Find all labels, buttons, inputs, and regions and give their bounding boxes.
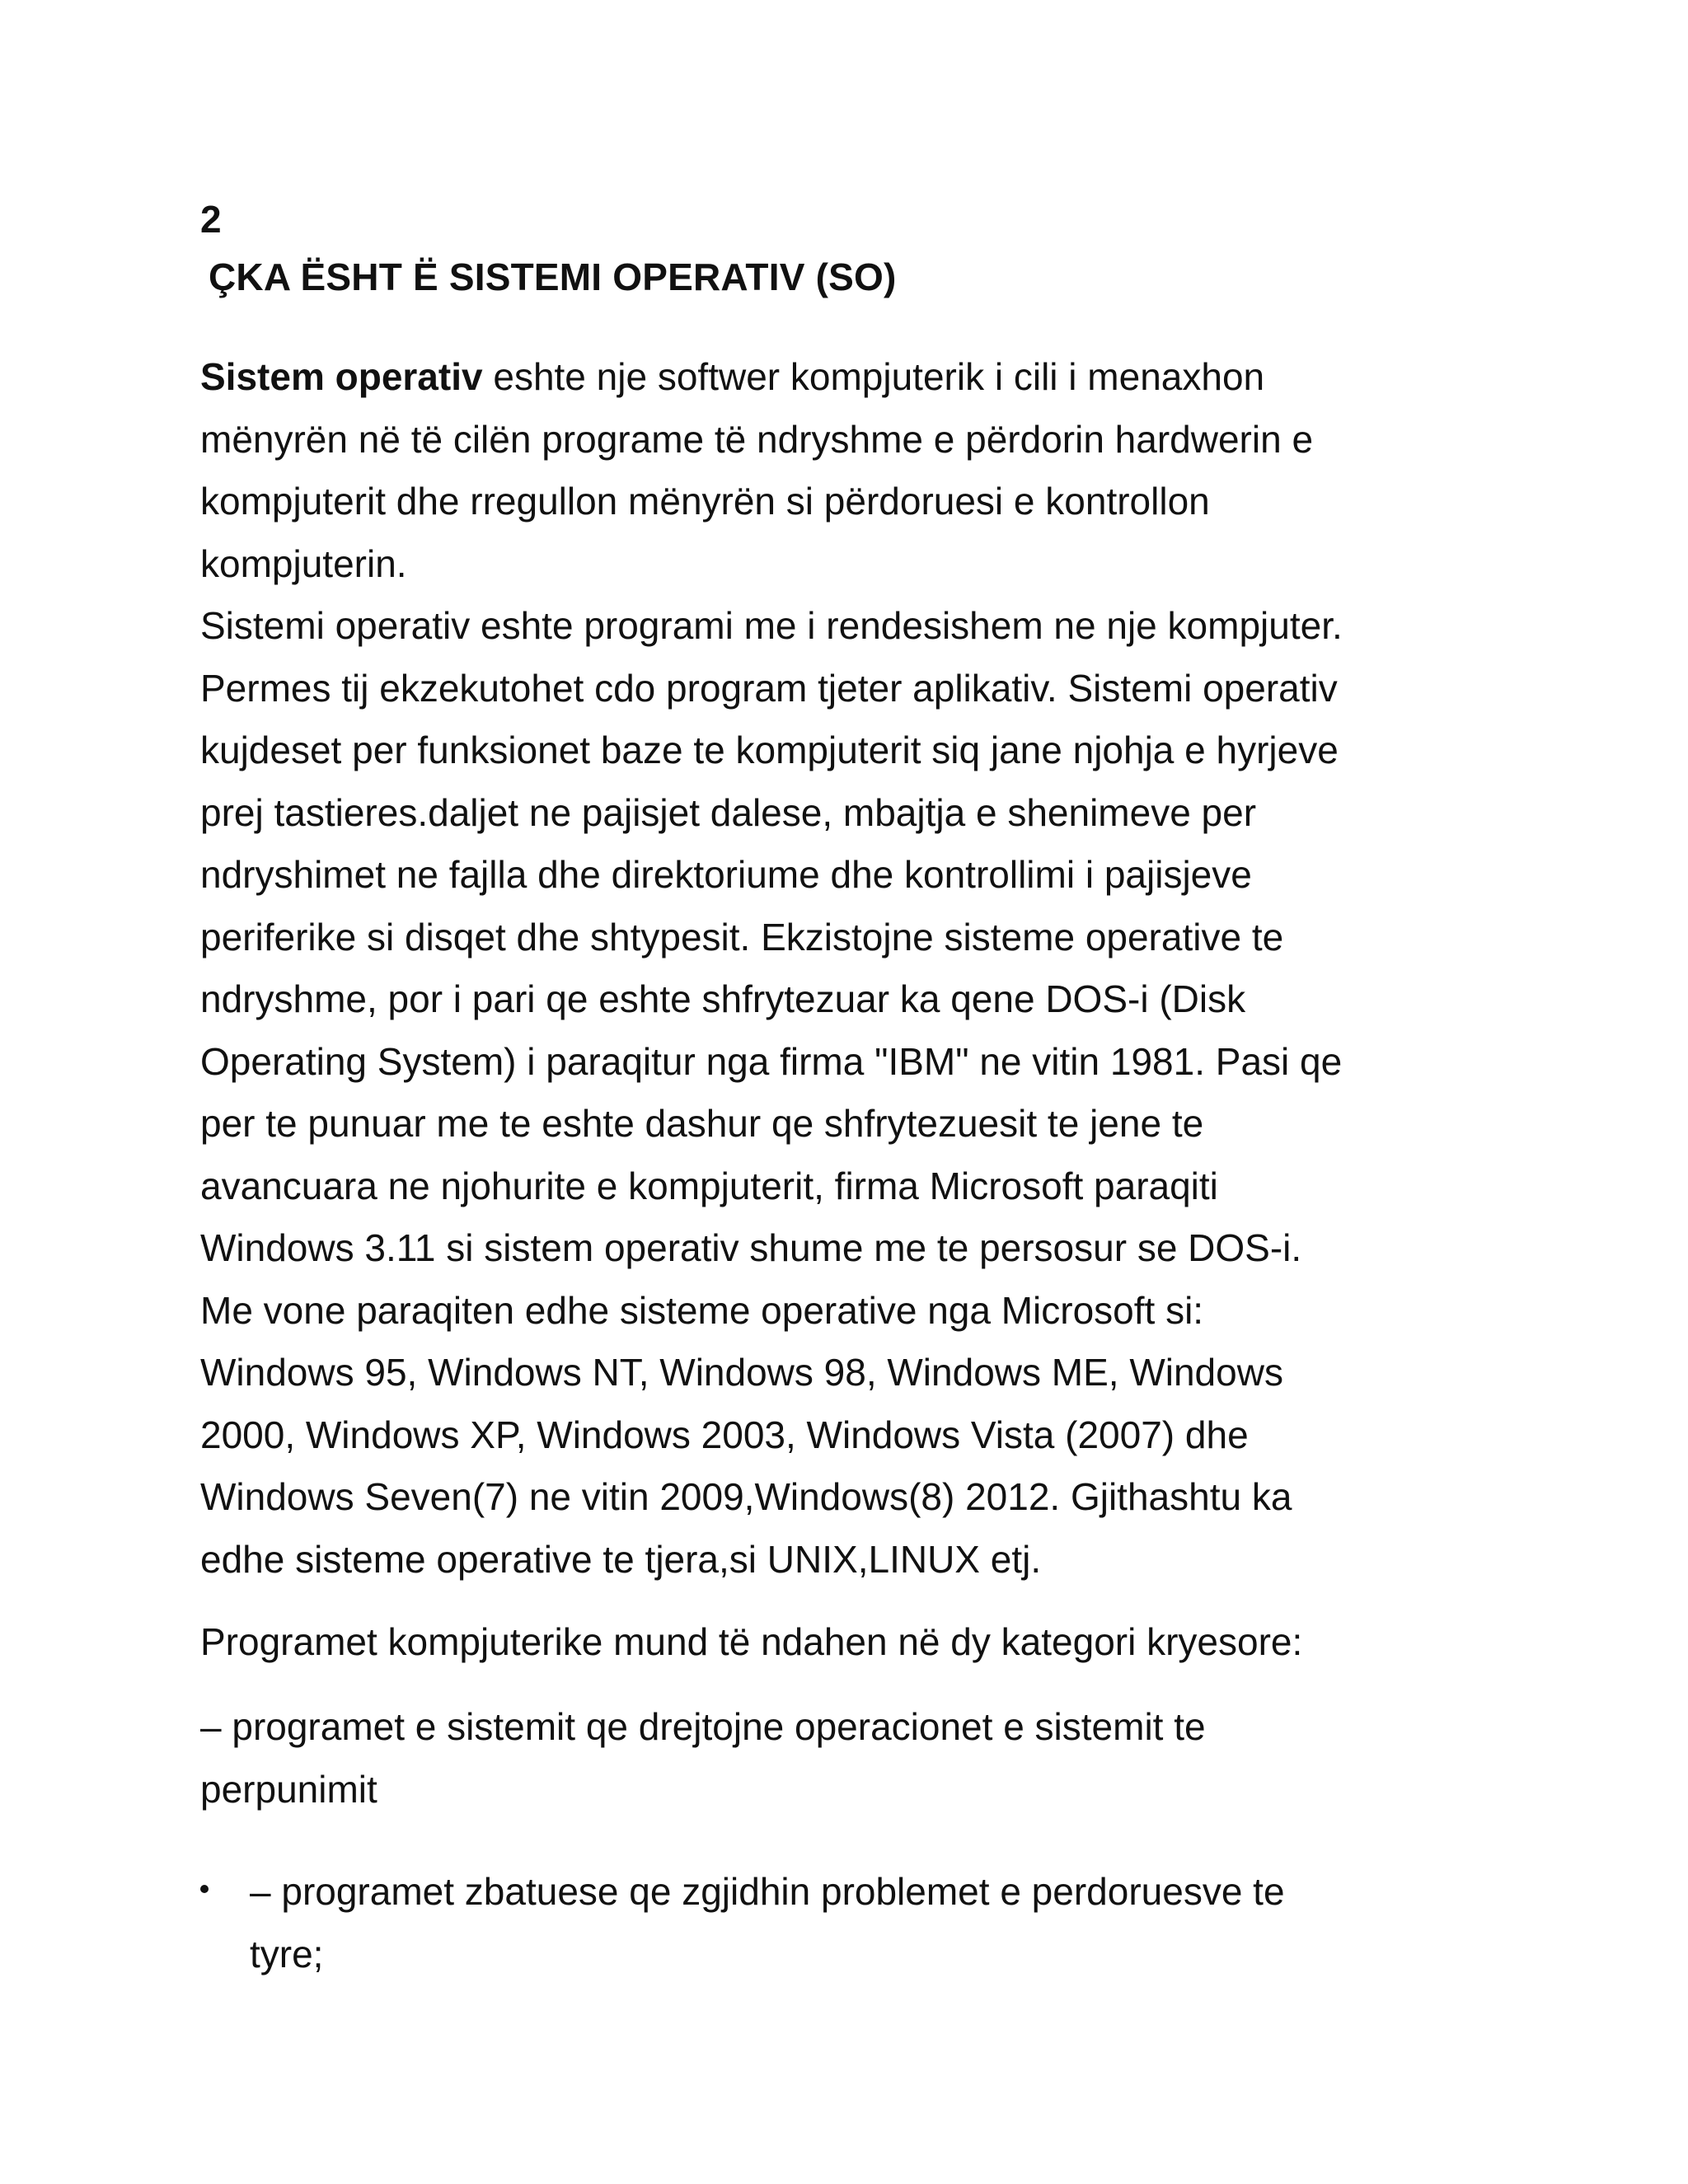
bullet-dot-icon (200, 1885, 209, 1893)
history-line: per te punuar me te eshte dashur qe shfrytezuesit te jene te (200, 1102, 1204, 1145)
history-line: kujdeset per funksionet baze te kompjuterit siq jane njohja e hyrjeve (200, 729, 1339, 771)
history-line: edhe sisteme operative te tjera,si UNIX,LINUX etj. (200, 1537, 1042, 1581)
page-title: ÇKA ËSHT Ë SISTEMI OPERATIV (SO) (209, 255, 897, 298)
history-line: Me vone paraqiten edhe sisteme operative nga Microsoft si: (200, 1288, 1204, 1332)
history-line: avancuara ne njohurite e kompjuterit, firma Microsoft paraqiti (200, 1164, 1218, 1207)
page-number: 2 (200, 198, 222, 241)
intro-line-rest: eshte nje softwer kompjuterik i cili i menaxhon (482, 355, 1265, 398)
history-line: 2000, Windows XP, Windows 2003, Windows Vista (2007) dhe (200, 1413, 1249, 1456)
bullet-item-text (250, 1861, 1552, 1985)
dash-list-item (200, 1696, 1552, 1821)
categories-intro: Programet kompjuterike mund të ndahen në dy kategori kryesore: (200, 1620, 1303, 1663)
history-line: Permes tij ekzekutohet cdo program tjeter aplikativ. Sistemi operativ (200, 666, 1338, 710)
dash-item-line: – programet e sistemit qe drejtojne operacionet e sistemit te (200, 1705, 1206, 1748)
history-line: Windows 3.11 si sistem operativ shume me te persosur se DOS-i. (200, 1226, 1302, 1269)
history-line: ndryshme, por i pari qe eshte shfrytezuar ka qene DOS-i (Disk (200, 977, 1246, 1020)
dash-item-line: perpunimit (200, 1767, 377, 1811)
bullet-item-line: tyre; (250, 1932, 324, 1975)
history-line: periferike si disqet dhe shtypesit. Ekzistojne sisteme operative te (200, 915, 1284, 958)
intro-line: mënyrën në të cilën programe të ndryshme e përdorin hardwerin e (200, 417, 1314, 461)
history-line: prej tastieres.daljet ne pajisjet dalese, mbajtja e shenimeve per (200, 790, 1257, 834)
bullet-item-line: – programet zbatuese qe zgjidhin problemet e perdoruesve te (250, 1870, 1285, 1913)
intro-line: kompjuterin. (200, 541, 407, 585)
intro-paragraph (200, 346, 1552, 595)
defined-term: Sistem operativ (200, 355, 483, 398)
history-paragraph (200, 595, 1552, 1591)
history-line: Operating System) i paraqitur nga firma "IBM" ne vitin 1981. Pasi qe (200, 1039, 1343, 1083)
history-line: Sistemi operativ eshte programi me i rendesishem ne nje kompjuter. (200, 604, 1343, 647)
history-line: Windows Seven(7) ne vitin 2009,Windows(8) 2012. Gjithashtu ka (200, 1475, 1292, 1518)
history-line: Windows 95, Windows NT, Windows 98, Windows ME, Windows (200, 1351, 1283, 1394)
history-line: ndryshimet ne fajlla dhe direktoriume dhe kontrollimi i pajisjeve (200, 853, 1252, 896)
intro-line: kompjuterit dhe rregullon mënyrën si përdoruesi e kontrollon (200, 480, 1210, 523)
intro-line (200, 346, 1552, 409)
